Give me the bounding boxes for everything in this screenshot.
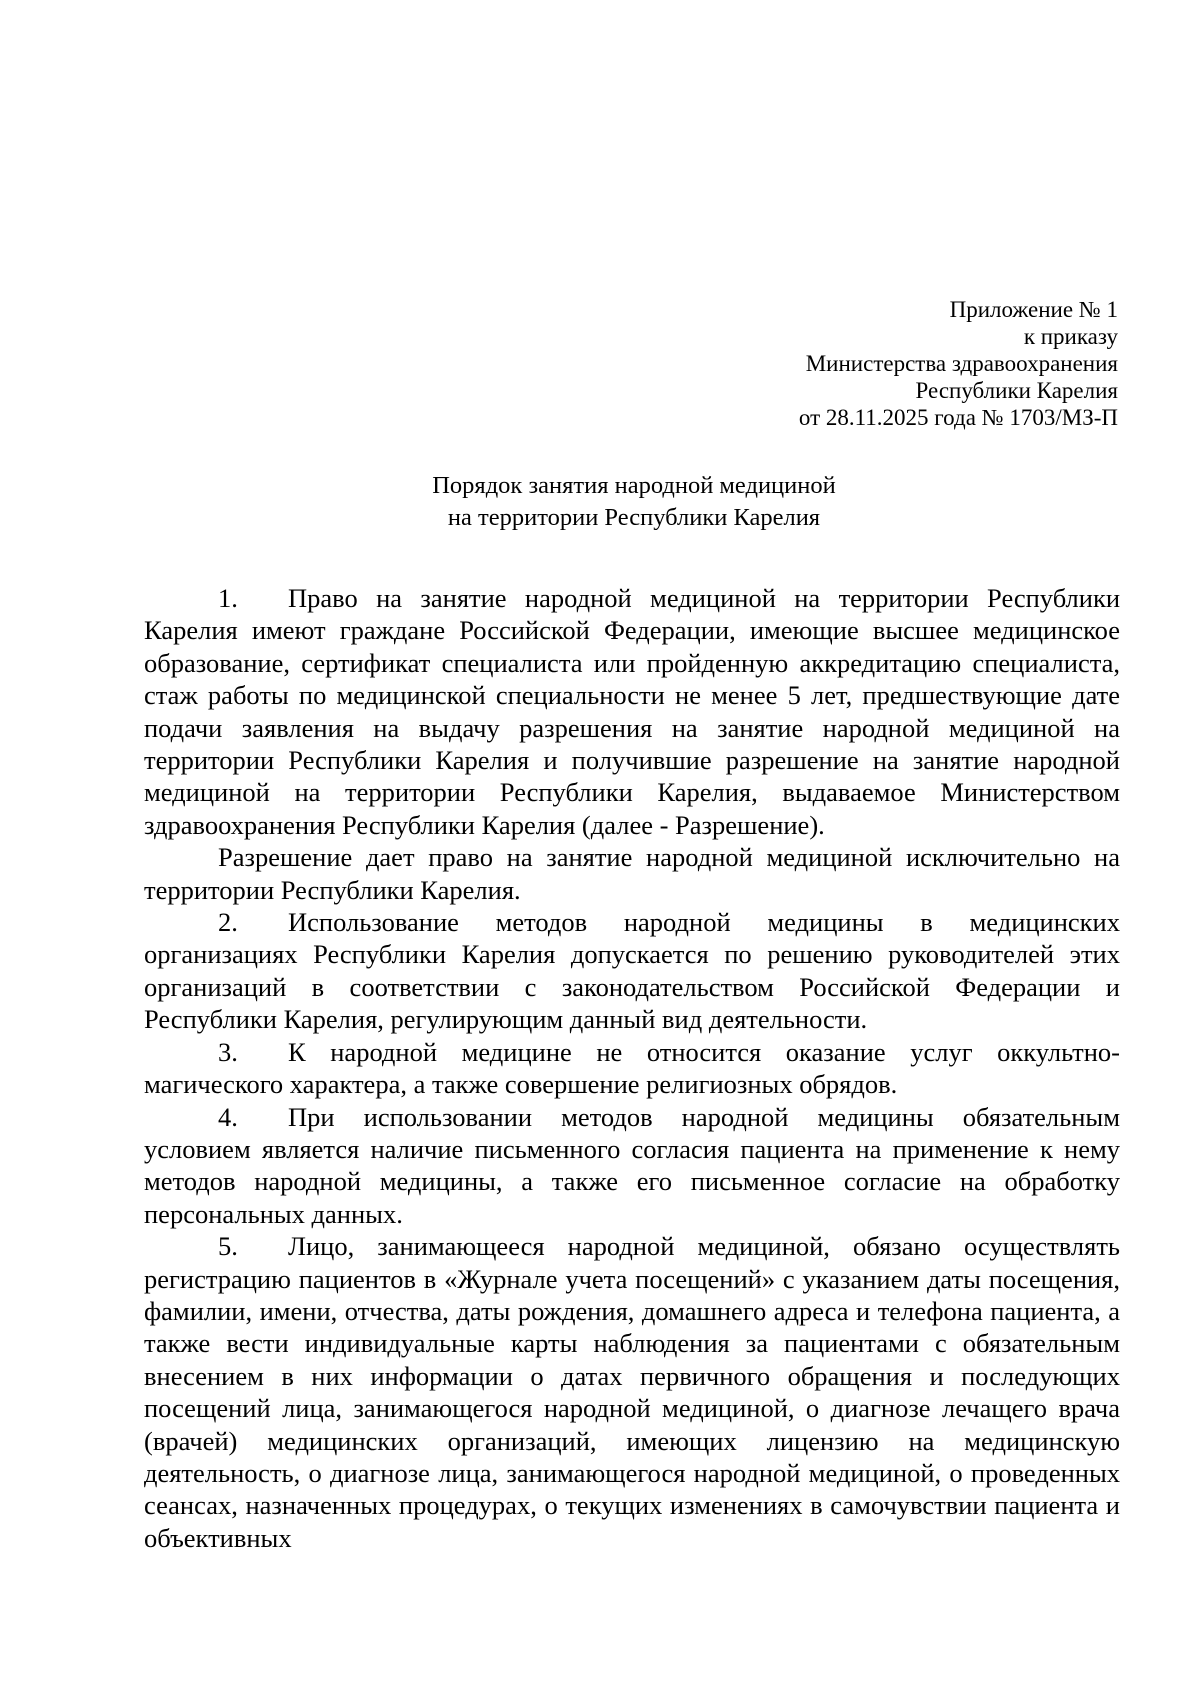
appendix-order-date: от 28.11.2025 года № 1703/МЗ-П (798, 405, 1118, 430)
appendix-order-ref: к приказу (1023, 324, 1118, 349)
appendix-ministry: Министерства здравоохранения (805, 351, 1118, 376)
title-line-1: Порядок занятия народной медициной (432, 472, 836, 499)
paragraph-number: 3. (218, 1036, 238, 1067)
paragraph-text: К народной медицине не относится оказание услуг оккультно-магического характера, а также совершение религиозных обрядов. (144, 1036, 1120, 1100)
paragraph-text: Использование методов народной медицины в медицинских организациях Республики Карелия допускается по решению руководителей этих организаций в соответствии с законодательством Российской Федерации и Республики Карелия, регулирующим данный вид деятельности. (144, 907, 1120, 1035)
paragraph-number: 5. (218, 1231, 238, 1262)
paragraph-2 (144, 906, 1120, 1036)
paragraph-number: 1. (218, 583, 238, 613)
paragraph-1-continuation (144, 841, 1120, 906)
paragraph-number: 4. (218, 1101, 238, 1132)
title-line-2: на территории Республики Карелия (447, 504, 821, 531)
paragraph-3 (144, 1036, 1120, 1101)
paragraph-text: Право на занятие народной медициной на территории Республики Карелия имеют граждане Российской Федерации, имеющие высшее медицинское образование, сертификат специалиста или пройденную аккредитацию специалиста, стаж работы по медицинской специальности не менее 5 лет, предшествующие дате подачи заявления на выдачу разрешения на занятие народной медициной на территории Республики Карелия и получившие разрешение на занятие народной медициной на территории Республики Карелия, выдаваемое Министерством здравоохранения Республики Карелия (далее - Разрешение). (144, 583, 1120, 840)
appendix-number: Приложение № 1 (949, 297, 1118, 322)
paragraph-text: При использовании методов народной медицины обязательным условием является наличие письменного согласия пациента на применение к нему методов народной медицины, а также его письменное согласие на обработку персональных данных. (144, 1101, 1120, 1229)
paragraph-1 (144, 582, 1120, 841)
paragraph-text: Разрешение дает право на занятие народной медициной исключительно на территории Республики Карелия. (144, 842, 1120, 905)
document-title (0, 470, 1200, 534)
appendix-header (799, 296, 1118, 431)
paragraph-5 (144, 1230, 1120, 1554)
paragraph-number: 2. (218, 907, 238, 938)
document-body (144, 582, 1120, 1554)
appendix-region: Республики Карелия (915, 378, 1118, 403)
paragraph-text: Лицо, занимающееся народной медициной, обязано осуществлять регистрацию пациентов в «Журнале учета посещений» с указанием даты посещения, фамилии, имени, отчества, даты рождения, домашнего адреса и телефона пациента, а также вести индивидуальные карты наблюдения за пациентами с обязательным внесением в них информации о датах первичного обращения и последующих посещений лица, занимающегося народной медициной, о диагнозе лечащего врача (врачей) медицинских организаций, имеющих лицензию на медицинскую деятельность, о диагнозе лица, занимающегося народной медициной, о проведенных сеансах, назначенных процедурах, о текущих изменениях в самочувствии пациента и объективных (144, 1231, 1120, 1553)
paragraph-4 (144, 1101, 1120, 1231)
